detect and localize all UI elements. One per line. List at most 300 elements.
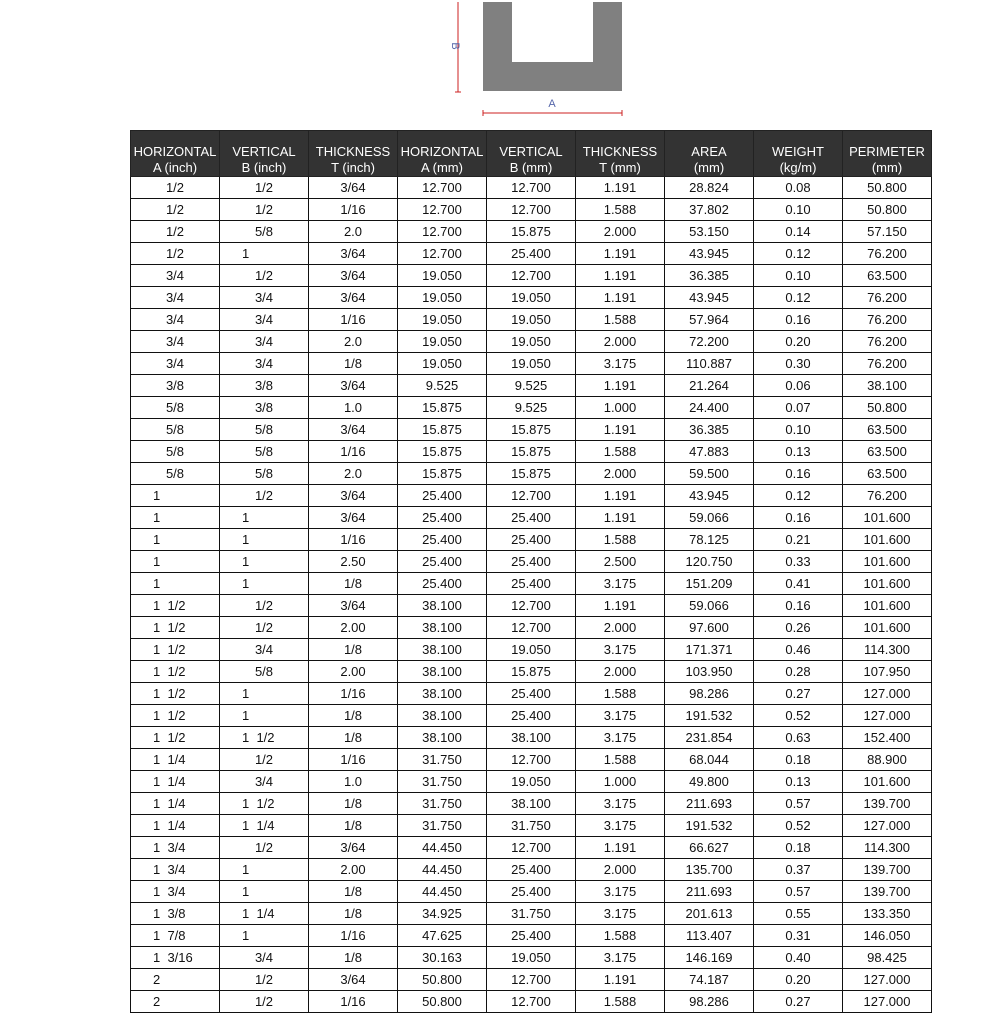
table-cell: 1 xyxy=(131,551,220,573)
table-cell: 3/64 xyxy=(309,287,398,309)
table-cell: 12.700 xyxy=(487,969,576,991)
table-cell: 133.350 xyxy=(843,903,932,925)
table-cell: 1 1/2 xyxy=(131,661,220,683)
table-row xyxy=(131,683,932,705)
table-row xyxy=(131,287,932,309)
table-cell: 12.700 xyxy=(398,243,487,265)
table-cell: 1/16 xyxy=(309,749,398,771)
table-cell: 31.750 xyxy=(487,903,576,925)
table-cell: 63.500 xyxy=(843,441,932,463)
table-cell: 3/4 xyxy=(131,287,220,309)
table-cell: 3/64 xyxy=(309,177,398,199)
table-cell: 211.693 xyxy=(665,881,754,903)
table-cell: 12.700 xyxy=(487,199,576,221)
table-cell: 0.06 xyxy=(754,375,843,397)
table-row xyxy=(131,881,932,903)
table-cell: 146.050 xyxy=(843,925,932,947)
column-header xyxy=(665,131,754,177)
table-cell: 1.191 xyxy=(576,837,665,859)
column-header-title: VERTICAL xyxy=(499,144,563,159)
table-cell: 2.00 xyxy=(309,661,398,683)
table-cell: 1.191 xyxy=(576,969,665,991)
table-cell: 101.600 xyxy=(843,771,932,793)
table-cell: 5/8 xyxy=(220,221,309,243)
table-cell: 1/2 xyxy=(131,243,220,265)
table-cell: 1/2 xyxy=(220,595,309,617)
table-cell: 1 xyxy=(220,529,309,551)
table-cell: 72.200 xyxy=(665,331,754,353)
table-header-row xyxy=(131,131,932,177)
table-cell: 30.163 xyxy=(398,947,487,969)
table-cell: 1/8 xyxy=(309,793,398,815)
table-cell: 19.050 xyxy=(487,353,576,375)
table-cell: 114.300 xyxy=(843,837,932,859)
table-cell: 1 1/2 xyxy=(131,595,220,617)
table-cell: 12.700 xyxy=(487,991,576,1013)
table-row xyxy=(131,595,932,617)
table-cell: 97.600 xyxy=(665,617,754,639)
table-cell: 38.100 xyxy=(398,661,487,683)
table-cell: 38.100 xyxy=(398,683,487,705)
table-cell: 25.400 xyxy=(398,507,487,529)
table-cell: 0.28 xyxy=(754,661,843,683)
table-cell: 146.169 xyxy=(665,947,754,969)
table-cell: 1 xyxy=(220,705,309,727)
table-cell: 3/8 xyxy=(220,375,309,397)
table-cell: 0.40 xyxy=(754,947,843,969)
table-cell: 15.875 xyxy=(487,419,576,441)
table-cell: 0.55 xyxy=(754,903,843,925)
table-cell: 43.945 xyxy=(665,243,754,265)
table-cell: 1/2 xyxy=(220,199,309,221)
table-cell: 38.100 xyxy=(843,375,932,397)
table-cell: 12.700 xyxy=(398,199,487,221)
table-cell: 1 1/2 xyxy=(131,617,220,639)
column-header-title: HORIZONTAL xyxy=(400,144,484,159)
table-cell: 25.400 xyxy=(487,705,576,727)
table-row xyxy=(131,573,932,595)
table-cell: 36.385 xyxy=(665,419,754,441)
table-cell: 15.875 xyxy=(398,441,487,463)
table-row xyxy=(131,177,932,199)
table-cell: 19.050 xyxy=(398,353,487,375)
table-cell: 1 xyxy=(220,859,309,881)
table-cell: 15.875 xyxy=(487,441,576,463)
table-cell: 1/8 xyxy=(309,903,398,925)
table-cell: 25.400 xyxy=(487,573,576,595)
table-cell: 3.175 xyxy=(576,815,665,837)
table-cell: 0.57 xyxy=(754,881,843,903)
column-header-title: HORIZONTAL xyxy=(133,144,217,159)
table-cell: 12.700 xyxy=(487,265,576,287)
column-header-unit: A (mm) xyxy=(421,160,463,175)
table-cell: 5/8 xyxy=(220,661,309,683)
table-cell: 68.044 xyxy=(665,749,754,771)
table-row xyxy=(131,375,932,397)
table-cell: 1/16 xyxy=(309,925,398,947)
table-row xyxy=(131,199,932,221)
table-cell: 0.12 xyxy=(754,287,843,309)
table-cell: 0.52 xyxy=(754,815,843,837)
table-cell: 25.400 xyxy=(487,881,576,903)
table-cell: 19.050 xyxy=(398,265,487,287)
table-cell: 1.588 xyxy=(576,309,665,331)
table-row xyxy=(131,353,932,375)
table-cell: 3.175 xyxy=(576,727,665,749)
table-cell: 0.13 xyxy=(754,771,843,793)
table-cell: 63.500 xyxy=(843,463,932,485)
table-cell: 101.600 xyxy=(843,551,932,573)
table-cell: 1 3/8 xyxy=(131,903,220,925)
table-cell: 1 7/8 xyxy=(131,925,220,947)
table-cell: 47.625 xyxy=(398,925,487,947)
dimension-label-a: A xyxy=(548,98,556,110)
table-cell: 12.700 xyxy=(487,177,576,199)
table-cell: 2.500 xyxy=(576,551,665,573)
table-cell: 1 3/4 xyxy=(131,837,220,859)
table-cell: 12.700 xyxy=(487,837,576,859)
table-row xyxy=(131,661,932,683)
table-cell: 50.800 xyxy=(843,397,932,419)
table-cell: 63.500 xyxy=(843,419,932,441)
column-header-title: THICKNESS xyxy=(582,144,658,159)
table-cell: 114.300 xyxy=(843,639,932,661)
table-cell: 31.750 xyxy=(398,749,487,771)
table-cell: 1 xyxy=(220,881,309,903)
table-cell: 38.100 xyxy=(398,639,487,661)
table-cell: 103.950 xyxy=(665,661,754,683)
table-cell: 0.13 xyxy=(754,441,843,463)
column-header xyxy=(220,131,309,177)
table-row xyxy=(131,397,932,419)
table-cell: 15.875 xyxy=(487,463,576,485)
table-cell: 1 xyxy=(131,485,220,507)
table-cell: 44.450 xyxy=(398,881,487,903)
table-row xyxy=(131,947,932,969)
table-cell: 2.0 xyxy=(309,221,398,243)
table-cell: 1/2 xyxy=(220,177,309,199)
table-cell: 1.191 xyxy=(576,485,665,507)
table-cell: 19.050 xyxy=(398,287,487,309)
table-cell: 25.400 xyxy=(487,551,576,573)
table-cell: 5/8 xyxy=(220,441,309,463)
table-cell: 1 1/2 xyxy=(220,793,309,815)
table-cell: 50.800 xyxy=(843,199,932,221)
table-cell: 1 1/2 xyxy=(131,639,220,661)
table-row xyxy=(131,771,932,793)
table-cell: 1 xyxy=(220,243,309,265)
table-cell: 0.12 xyxy=(754,243,843,265)
table-cell: 1/2 xyxy=(220,485,309,507)
table-row xyxy=(131,991,932,1013)
table-cell: 15.875 xyxy=(398,419,487,441)
table-row xyxy=(131,639,932,661)
table-cell: 1/2 xyxy=(220,991,309,1013)
table-cell: 1/8 xyxy=(309,947,398,969)
table-cell: 191.532 xyxy=(665,815,754,837)
table-row xyxy=(131,793,932,815)
table-cell: 98.425 xyxy=(843,947,932,969)
table-cell: 12.700 xyxy=(487,749,576,771)
table-cell: 44.450 xyxy=(398,837,487,859)
table-cell: 9.525 xyxy=(487,375,576,397)
column-header-title: VERTICAL xyxy=(232,144,296,159)
table-cell: 3.175 xyxy=(576,793,665,815)
table-cell: 3.175 xyxy=(576,705,665,727)
table-cell: 1.588 xyxy=(576,199,665,221)
channel-specs-table xyxy=(130,130,932,1013)
table-row xyxy=(131,837,932,859)
table-cell: 1.191 xyxy=(576,265,665,287)
table-cell: 19.050 xyxy=(398,309,487,331)
table-cell: 1.588 xyxy=(576,529,665,551)
table-cell: 2.000 xyxy=(576,661,665,683)
table-row xyxy=(131,419,932,441)
table-cell: 1.588 xyxy=(576,925,665,947)
table-cell: 3.175 xyxy=(576,573,665,595)
table-cell: 57.150 xyxy=(843,221,932,243)
table-cell: 19.050 xyxy=(487,309,576,331)
table-cell: 25.400 xyxy=(487,859,576,881)
table-cell: 1 1/2 xyxy=(220,727,309,749)
table-cell: 1 xyxy=(131,507,220,529)
table-row xyxy=(131,485,932,507)
table-cell: 1 xyxy=(220,573,309,595)
table-cell: 66.627 xyxy=(665,837,754,859)
table-cell: 127.000 xyxy=(843,969,932,991)
table-cell: 0.21 xyxy=(754,529,843,551)
table-cell: 12.700 xyxy=(398,177,487,199)
table-cell: 3/4 xyxy=(220,947,309,969)
table-row xyxy=(131,331,932,353)
table-cell: 2.000 xyxy=(576,463,665,485)
table-cell: 0.33 xyxy=(754,551,843,573)
table-cell: 5/8 xyxy=(131,397,220,419)
table-cell: 0.16 xyxy=(754,309,843,331)
table-cell: 1.588 xyxy=(576,749,665,771)
table-cell: 15.875 xyxy=(487,221,576,243)
table-cell: 1.0 xyxy=(309,397,398,419)
table-cell: 1.191 xyxy=(576,507,665,529)
table-cell: 74.187 xyxy=(665,969,754,991)
table-cell: 2.00 xyxy=(309,859,398,881)
table-cell: 139.700 xyxy=(843,859,932,881)
table-cell: 1/16 xyxy=(309,309,398,331)
table-cell: 3/64 xyxy=(309,375,398,397)
table-cell: 1/2 xyxy=(220,749,309,771)
table-cell: 2 xyxy=(131,991,220,1013)
table-cell: 37.802 xyxy=(665,199,754,221)
table-row xyxy=(131,749,932,771)
table-cell: 2.0 xyxy=(309,463,398,485)
table-cell: 3/64 xyxy=(309,265,398,287)
table-cell: 101.600 xyxy=(843,573,932,595)
table-cell: 0.37 xyxy=(754,859,843,881)
table-cell: 98.286 xyxy=(665,991,754,1013)
table-row xyxy=(131,265,932,287)
table-cell: 1.000 xyxy=(576,397,665,419)
table-cell: 101.600 xyxy=(843,529,932,551)
table-cell: 1 xyxy=(131,573,220,595)
table-row xyxy=(131,441,932,463)
table-cell: 25.400 xyxy=(487,507,576,529)
table-cell: 1.191 xyxy=(576,243,665,265)
table-cell: 0.46 xyxy=(754,639,843,661)
table-cell: 1.191 xyxy=(576,595,665,617)
table-cell: 1.191 xyxy=(576,419,665,441)
table-row xyxy=(131,705,932,727)
table-cell: 25.400 xyxy=(398,529,487,551)
table-cell: 3.175 xyxy=(576,353,665,375)
table-cell: 1 1/4 xyxy=(131,793,220,815)
table-cell: 0.14 xyxy=(754,221,843,243)
table-cell: 59.500 xyxy=(665,463,754,485)
table-cell: 50.800 xyxy=(843,177,932,199)
table-cell: 25.400 xyxy=(487,243,576,265)
channel-shape xyxy=(483,2,622,91)
table-cell: 3/64 xyxy=(309,419,398,441)
table-cell: 1 3/16 xyxy=(131,947,220,969)
table-cell: 15.875 xyxy=(487,661,576,683)
table-cell: 3.175 xyxy=(576,639,665,661)
column-header xyxy=(398,131,487,177)
channel-profile-diagram xyxy=(0,0,1000,130)
table-cell: 127.000 xyxy=(843,705,932,727)
table-cell: 1.588 xyxy=(576,991,665,1013)
table-cell: 1/2 xyxy=(131,177,220,199)
table-cell: 1 xyxy=(220,925,309,947)
table-cell: 3/64 xyxy=(309,243,398,265)
table-cell: 3/4 xyxy=(220,639,309,661)
table-cell: 3/4 xyxy=(220,287,309,309)
column-header xyxy=(843,131,932,177)
table-cell: 49.800 xyxy=(665,771,754,793)
table-cell: 0.27 xyxy=(754,991,843,1013)
table-cell: 127.000 xyxy=(843,991,932,1013)
table-cell: 1/16 xyxy=(309,199,398,221)
table-cell: 201.613 xyxy=(665,903,754,925)
table-cell: 0.18 xyxy=(754,749,843,771)
table-cell: 1 1/4 xyxy=(220,903,309,925)
table-cell: 78.125 xyxy=(665,529,754,551)
table-cell: 1/16 xyxy=(309,991,398,1013)
table-cell: 36.385 xyxy=(665,265,754,287)
table-cell: 1/2 xyxy=(131,221,220,243)
table-row xyxy=(131,221,932,243)
table-cell: 5/8 xyxy=(131,419,220,441)
table-cell: 15.875 xyxy=(398,397,487,419)
table-cell: 0.31 xyxy=(754,925,843,947)
table-cell: 15.875 xyxy=(398,463,487,485)
table-cell: 1 xyxy=(220,507,309,529)
table-cell: 5/8 xyxy=(220,419,309,441)
table-cell: 0.52 xyxy=(754,705,843,727)
table-cell: 3/4 xyxy=(220,771,309,793)
table-cell: 0.12 xyxy=(754,485,843,507)
table-cell: 3/4 xyxy=(220,331,309,353)
table-cell: 19.050 xyxy=(487,947,576,969)
channel-specs-table-wrapper xyxy=(130,130,931,1013)
table-row xyxy=(131,463,932,485)
table-cell: 38.100 xyxy=(398,617,487,639)
table-cell: 1.588 xyxy=(576,683,665,705)
table-cell: 139.700 xyxy=(843,881,932,903)
column-header-unit: B (mm) xyxy=(509,160,553,175)
table-row xyxy=(131,507,932,529)
table-cell: 1/8 xyxy=(309,353,398,375)
table-cell: 3.175 xyxy=(576,903,665,925)
table-cell: 1/2 xyxy=(220,617,309,639)
table-body xyxy=(131,177,932,1013)
table-cell: 38.100 xyxy=(487,727,576,749)
table-cell: 3/8 xyxy=(131,375,220,397)
column-header xyxy=(131,131,220,177)
table-cell: 50.800 xyxy=(398,969,487,991)
table-cell: 0.20 xyxy=(754,969,843,991)
column-header-title: THICKNESS xyxy=(315,144,391,159)
table-cell: 1/8 xyxy=(309,705,398,727)
table-cell: 1 1/4 xyxy=(131,815,220,837)
column-header-title: WEIGHT xyxy=(772,144,824,159)
table-cell: 1 1/2 xyxy=(131,727,220,749)
table-cell: 1/16 xyxy=(309,683,398,705)
table-cell: 211.693 xyxy=(665,793,754,815)
table-cell: 3/4 xyxy=(131,265,220,287)
table-cell: 1/8 xyxy=(309,573,398,595)
table-cell: 25.400 xyxy=(487,529,576,551)
table-cell: 76.200 xyxy=(843,309,932,331)
table-cell: 171.371 xyxy=(665,639,754,661)
table-cell: 12.700 xyxy=(398,221,487,243)
table-cell: 1 3/4 xyxy=(131,881,220,903)
table-cell: 5/8 xyxy=(131,463,220,485)
table-cell: 1/2 xyxy=(220,837,309,859)
table-cell: 2.000 xyxy=(576,221,665,243)
table-cell: 2.000 xyxy=(576,331,665,353)
table-row xyxy=(131,859,932,881)
table-cell: 19.050 xyxy=(487,771,576,793)
table-cell: 25.400 xyxy=(398,573,487,595)
table-cell: 101.600 xyxy=(843,617,932,639)
table-cell: 76.200 xyxy=(843,243,932,265)
table-cell: 1/16 xyxy=(309,529,398,551)
table-cell: 43.945 xyxy=(665,485,754,507)
table-cell: 1 xyxy=(220,683,309,705)
table-cell: 1.191 xyxy=(576,177,665,199)
table-cell: 1/8 xyxy=(309,881,398,903)
table-cell: 98.286 xyxy=(665,683,754,705)
table-cell: 0.27 xyxy=(754,683,843,705)
table-cell: 2 xyxy=(131,969,220,991)
table-row xyxy=(131,969,932,991)
table-cell: 12.700 xyxy=(487,485,576,507)
table-cell: 24.400 xyxy=(665,397,754,419)
table-row xyxy=(131,529,932,551)
table-cell: 1.0 xyxy=(309,771,398,793)
table-cell: 43.945 xyxy=(665,287,754,309)
table-cell: 21.264 xyxy=(665,375,754,397)
table-row xyxy=(131,617,932,639)
table-cell: 3.175 xyxy=(576,947,665,969)
table-cell: 88.900 xyxy=(843,749,932,771)
table-cell: 76.200 xyxy=(843,485,932,507)
table-cell: 0.10 xyxy=(754,199,843,221)
table-cell: 31.750 xyxy=(398,793,487,815)
table-cell: 0.16 xyxy=(754,507,843,529)
column-header xyxy=(309,131,398,177)
table-cell: 25.400 xyxy=(398,551,487,573)
table-cell: 0.41 xyxy=(754,573,843,595)
